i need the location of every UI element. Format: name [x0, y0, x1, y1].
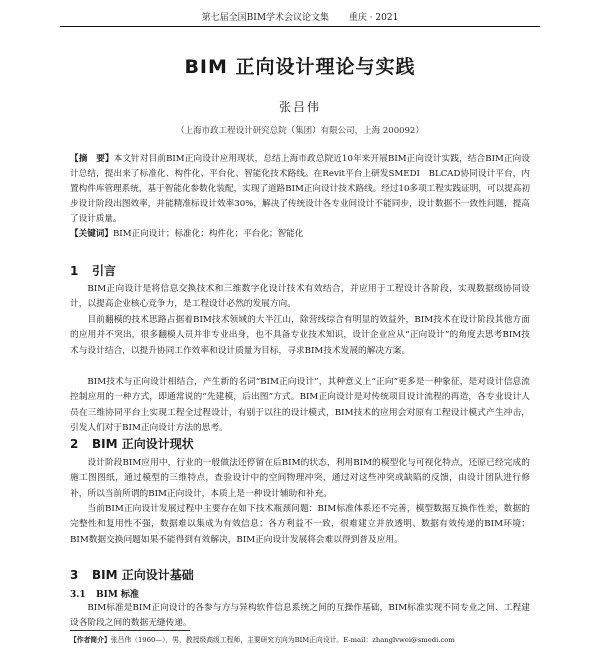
- author-footnote: [70, 634, 530, 644]
- section-number: 1: [70, 264, 79, 278]
- conference-name: 第七届全国BIM学术会议论文集: [201, 13, 330, 23]
- section-title: BIM 正向设计基础: [92, 568, 194, 582]
- section-1-paragraph-1: BIM正向设计是将信息交换技术和三维数字化设计技术有效结合，并应用于工程设计各阶段，实现数据级协同设计，以提高企业核心竞争力，是工程设计必然的发展方向。: [70, 284, 530, 310]
- abstract-label: 【摘 要】: [70, 154, 114, 164]
- section-2-heading: [70, 435, 194, 452]
- footnote-label: 【作者简介】: [70, 636, 111, 644]
- author-affiliation: （上海市政工程设计研究总院（集团）有限公司，上海 200092）: [176, 126, 424, 136]
- section-2-paragraph-1: 设计阶段BIM应用中，行业的一般做法还停留在后BIM的状态，利用BIM的模型化与可视化特点，还原已经完成的施工图图纸，通过模型的三维特点，查验设计中的空间物理冲突，通过对这些冲突或缺陷的反馈，由设计团队进行修补，所以当前所谓的BIM正向设计，本质上是一种设计辅助和补充。: [70, 458, 530, 499]
- section-title: BIM 正向设计现状: [92, 437, 194, 451]
- footnote-rule: [70, 630, 190, 631]
- section-number: 3: [70, 568, 79, 582]
- abstract-paragraph: [70, 152, 530, 227]
- section-1-heading: [70, 262, 116, 279]
- location-year: 重庆 · 2021: [348, 13, 399, 23]
- abstract-block: [70, 152, 530, 242]
- abstract-text: 本文针对目前BIM正向设计应用现状，总结上海市政总院近10年来开展BIM正向设计实践，结合BIM正向设计总结，提出来了标准化、构件化、平台化、智能化技术路线。在Revit平台上研发SMEDI BLCAD协同设计平台，内置构件库管理系统，基于智能化参数化装配，实现了道路BIM正向设计技术路线。经过10多项工程实践证明，可以提高初步设计阶段出图效率，并能精准标设计效率30%，解决了传统设计各专业间设计不能同步，设计数据不一致性问题，提高了设计质量。: [70, 154, 530, 224]
- author-name: 张吕伟: [278, 100, 321, 114]
- keywords-label: 【关键词】: [70, 229, 113, 239]
- keywords-text: BIM正向设计；标准化；构件化；平台化；智能化: [112, 229, 304, 239]
- subsection-title: BIM 标准: [96, 590, 139, 600]
- section-number: 2: [70, 437, 79, 451]
- section-3-heading: [70, 566, 194, 583]
- footnote-text: 张吕伟（1960—），男，教授级高级工程师，主要研究方向为BIM正向设计。E-mail：zhanglvwei@smedi.com: [110, 636, 455, 644]
- running-head: [60, 10, 540, 27]
- paper-title: BIM 正向设计理论与实践: [184, 56, 416, 78]
- section-1-paragraph-2: 目前翻模的技术思路占据着BIM技术领域的大半江山，除营线综合有明显的效益外，BIM技术在设计阶段其他方面的应用并不突出，很多翻模人员并非专业出身，也不具备专业技术知识，设计企业应从“正向设计”的角度去思考BIM技术与设计结合，以提升协同工作效率和设计质量为目标，寻求BIM技术发展的解决方案。: [70, 315, 530, 356]
- keywords-line: [70, 227, 530, 242]
- subsection-number: 3.1: [70, 590, 86, 600]
- section-title: 引言: [92, 264, 117, 278]
- section-1-paragraph-3: BIM技术与正向设计相结合，产生新的名词“BIM正向设计”，其种意义上“正向”更多是一种象征，是对设计信息流控制应用的一种方式，即通常说的“先建模，后出图”方式。BIM正向设计是对传统项目设计流程的再造，各专业设计人员在三维协同平台上实现工程全过程设计，有别于以往的设计模式，BIM技术的应用会对原有工程设计模式产生冲击，引发人们对于BIM正向设计方法的思考。: [70, 377, 530, 433]
- section-2-paragraph-2: 当前BIM正向设计发展过程中主要存在如下技术瓶颈问题：BIM标准体系还不完善，模型数据互换作性差，数据的完整性和复用性不强，数据难以集成为有效信息；各方利益不一致，很难建立并放透明、数据有效传递的BIM环境；BIM数据交换问题如果不能得到有效解决，BIM正向设计发展将会难以得到普及应用。: [70, 504, 530, 545]
- subsection-3-1-heading: [70, 587, 139, 600]
- subsection-3-1-paragraph-1: BIM标准是BIM正向设计的各参与方与异构软件信息系统之间的互操作基础，BIM标准实现不同专业之间、工程建设各阶段之间的数据无缝传递。: [70, 603, 530, 629]
